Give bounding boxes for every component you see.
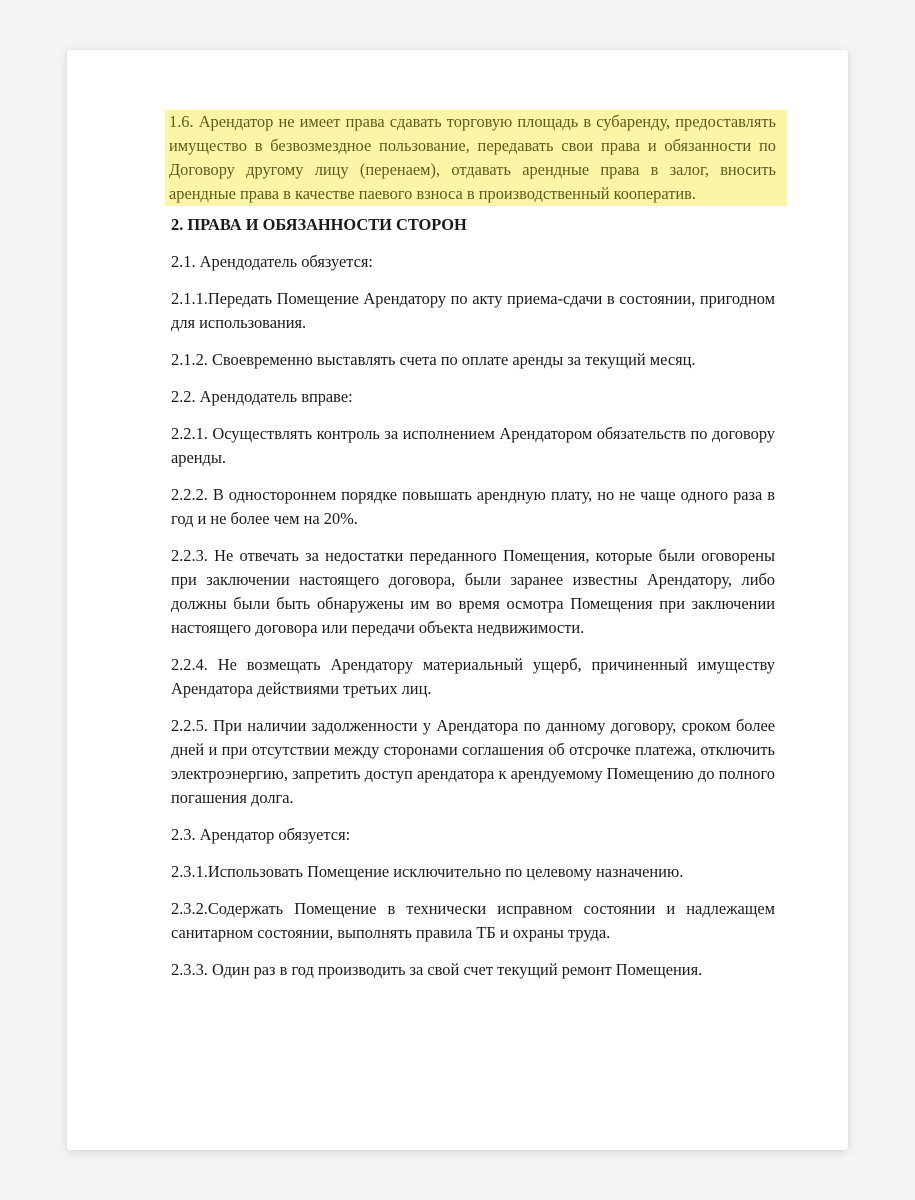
document-page bbox=[67, 50, 848, 1150]
section-heading: 2. ПРАВА И ОБЯЗАННОСТИ СТОРОН bbox=[171, 215, 467, 234]
document-content bbox=[171, 110, 775, 982]
clause-2-2-2: 2.2.2. В одностороннем порядке повышать арендную плату, но не чаще одного раза в год и не более чем на 20%. bbox=[171, 485, 775, 528]
clause-2-2-4: 2.2.4. Не возмещать Арендатору материальный ущерб, причиненный имуществу Арендатора действиями третьих лиц. bbox=[171, 655, 775, 698]
clause-2-2-5: 2.2.5. При наличии задолженности у Арендатора по данному договору, сроком более дней и при отсутствии между сторонами соглашения об отсрочке платежа, отключить электроэнергию, запретить доступ арендатора к арендуемому Помещению до полного погашения долга. bbox=[171, 716, 775, 807]
clause-2-2-3: 2.2.3. Не отвечать за недостатки переданного Помещения, которые были оговорены при заключении настоящего договора, были заранее известны Арендатору, либо должны были быть обнаружены им во время осмотра Помещения при заключении настоящего договора или передачи объекта недвижимости. bbox=[171, 546, 775, 637]
clause-2-1-1: 2.1.1.Передать Помещение Арендатору по акту приема-сдачи в состоянии, пригодном для использования. bbox=[171, 289, 775, 332]
clause-2-3-2: 2.3.2.Содержать Помещение в технически исправном состоянии и надлежащем санитарном состоянии, выполнять правила ТБ и охраны труда. bbox=[171, 899, 775, 942]
clause-2-3-1: 2.3.1.Использовать Помещение исключительно по целевому назначению. bbox=[171, 862, 684, 881]
clause-2-1: 2.1. Арендодатель обязуется: bbox=[171, 252, 373, 271]
highlighted-clause[interactable] bbox=[165, 110, 787, 206]
clause-2-1-2: 2.1.2. Своевременно выставлять счета по оплате аренды за текущий месяц. bbox=[171, 350, 696, 369]
clause-2-3: 2.3. Арендатор обязуется: bbox=[171, 825, 351, 844]
clause-2-2-1: 2.2.1. Осуществлять контроль за исполнением Арендатором обязательств по договору аренды. bbox=[171, 424, 775, 467]
clause-2-3-3: 2.3.3. Один раз в год производить за свой счет текущий ремонт Помещения. bbox=[171, 960, 703, 979]
clause-1-6: 1.6. Арендатор не имеет права сдавать торговую площадь в субаренду, предоставлять имущество в безвозмездное пользование, передавать свои права и обязанности по Договору другому лицу (перенаем), отдавать арендные права в залог, вносить арендные права в качестве паевого взноса в производственный кооператив. bbox=[169, 112, 776, 203]
clause-2-2: 2.2. Арендодатель вправе: bbox=[171, 387, 353, 406]
